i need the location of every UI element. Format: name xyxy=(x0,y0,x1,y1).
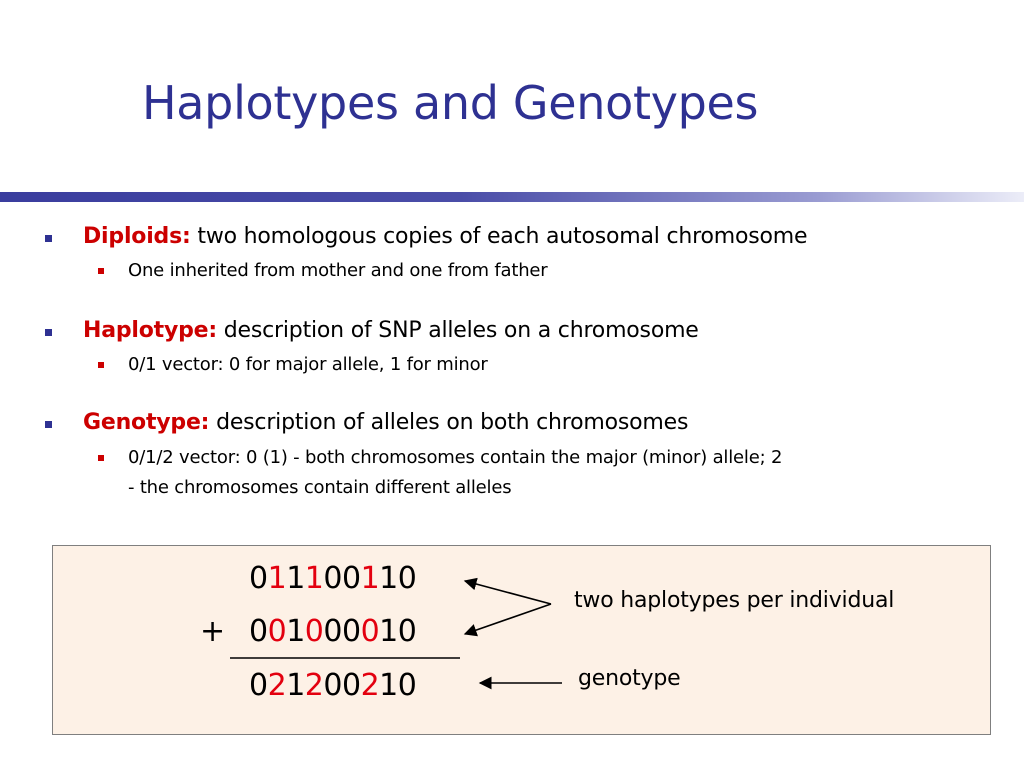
bullet-text: description of SNP alleles on a chromosome xyxy=(217,318,699,343)
bullet-text: two homologous copies of each autosomal chromosome xyxy=(190,224,808,249)
digit: 1 xyxy=(267,561,287,596)
digit: 0 xyxy=(341,561,361,596)
haplotype-arrow-2 xyxy=(465,604,551,634)
plus-sign: + xyxy=(200,614,225,649)
digit: 0 xyxy=(304,614,324,649)
haplotype-arrow-1 xyxy=(465,581,551,604)
digit: 2 xyxy=(360,668,380,703)
sub-bullet: 0/1/2 vector: 0 (1) - both chromosomes contain the major (minor) allele; 2 xyxy=(128,443,782,473)
sub-bullet-continuation: - the chromosomes contain different alleles xyxy=(128,477,512,498)
sub-bullet: One inherited from mother and one from father xyxy=(128,256,548,286)
digit: 0 xyxy=(249,668,268,703)
digit: 0 xyxy=(360,614,380,649)
digit: 0 xyxy=(397,614,417,649)
digit: 1 xyxy=(286,614,305,649)
digit: 2 xyxy=(267,668,287,703)
digit: 0 xyxy=(397,668,417,703)
digit: 1 xyxy=(379,668,398,703)
sub-bullet: 0/1 vector: 0 for major allele, 1 for minor xyxy=(128,350,488,380)
bullet-term: Genotype: xyxy=(83,410,210,435)
digit: 0 xyxy=(267,614,287,649)
bullet-term: Haplotype: xyxy=(83,318,217,343)
digit: 1 xyxy=(360,561,380,596)
digit: 1 xyxy=(286,668,305,703)
label-genotype: genotype xyxy=(578,666,681,691)
digit: 0 xyxy=(323,668,342,703)
digit: 1 xyxy=(379,614,398,649)
slide-title: Haplotypes and Genotypes xyxy=(142,76,759,130)
digit: 0 xyxy=(249,614,268,649)
bullet-term: Diploids: xyxy=(83,224,191,249)
digit: 0 xyxy=(341,614,361,649)
digit: 0 xyxy=(397,561,417,596)
digit: 1 xyxy=(379,561,398,596)
bullet-text: description of alleles on both chromosomes xyxy=(209,410,689,435)
digit: 0 xyxy=(323,561,342,596)
digit: 0 xyxy=(341,668,361,703)
digit: 0 xyxy=(323,614,342,649)
digit: 1 xyxy=(304,561,324,596)
label-two-haplotypes: two haplotypes per individual xyxy=(574,588,895,613)
digit: 0 xyxy=(249,561,268,596)
digit: 1 xyxy=(286,561,305,596)
digit: 2 xyxy=(304,668,324,703)
